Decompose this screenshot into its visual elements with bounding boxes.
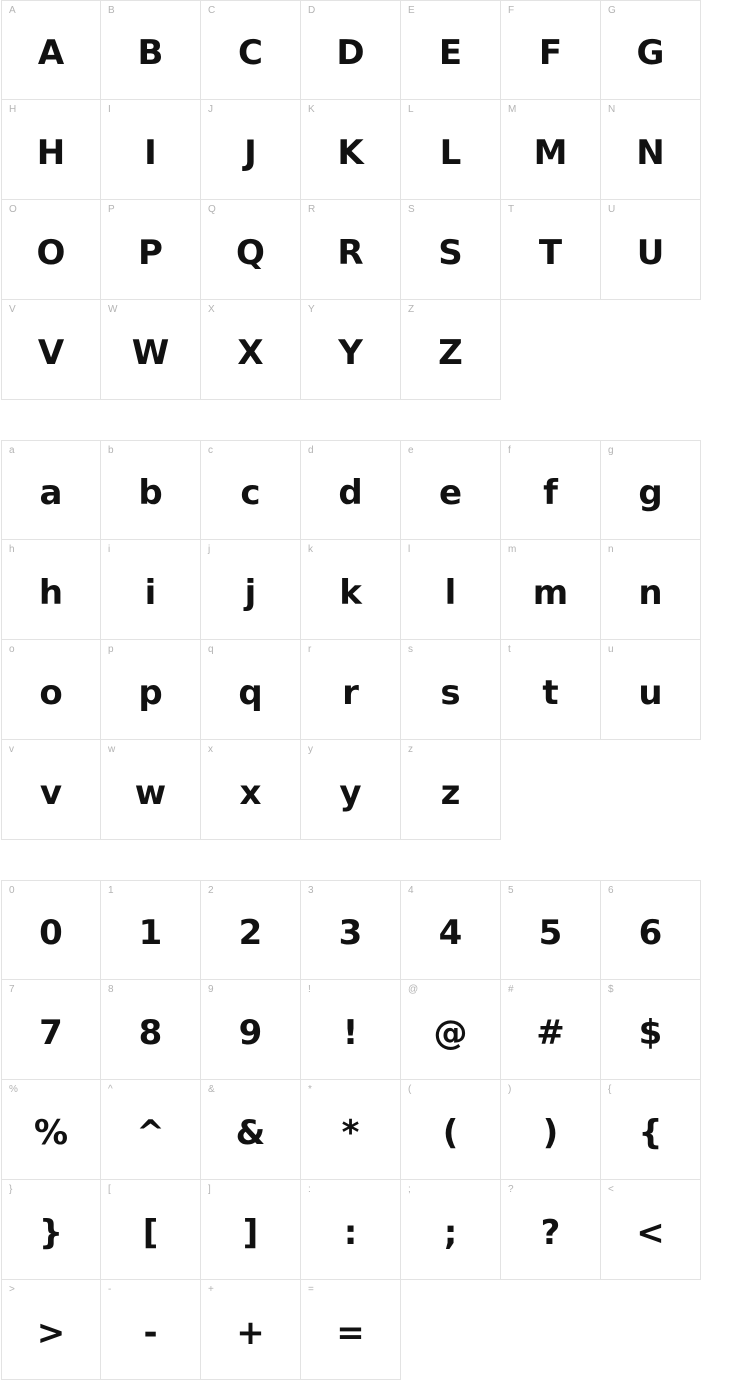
glyph-cell [201,540,301,640]
glyph-cell [1,100,101,200]
glyph-cell-label: % [9,1084,19,1095]
glyph-cell-label: [ [108,1184,111,1195]
glyph-cell [501,100,601,200]
glyph-cell-glyph: = [336,1312,365,1353]
glyph-cell-glyph: 6 [638,913,663,953]
glyph-cell-label: G [608,5,616,16]
glyph-cell-glyph: u [638,672,663,713]
glyph-cell [501,980,601,1080]
glyph-cell [501,640,601,740]
glyph-cell-glyph: y [339,772,362,813]
glyph-cell-label: F [508,5,515,16]
glyph-cell [301,540,401,640]
glyph-cell-label: O [9,204,17,215]
glyph-cell [301,200,401,300]
glyph-cell-glyph: 4 [438,913,463,953]
glyph-cell [101,0,201,100]
glyph-cell-glyph: @ [433,1012,468,1053]
glyph-block-lowercase [1,440,701,840]
glyph-cell-glyph: D [336,33,365,73]
glyph-cell-glyph: q [238,672,263,713]
glyph-cell-glyph: * [341,1112,360,1153]
glyph-cell-glyph: C [238,33,263,73]
glyph-cell-label: < [608,1184,615,1195]
glyph-cell-label: 3 [308,885,314,896]
glyph-cell-label: Y [308,304,315,315]
glyph-cell-glyph: 3 [338,913,363,953]
glyph-cell-label: C [208,5,216,16]
glyph-cell [101,740,201,840]
glyph-cell-glyph: v [39,772,63,813]
glyph-cell [101,100,201,200]
glyph-cell-glyph: J [244,132,257,173]
glyph-cell-label: ! [308,984,311,995]
glyph-cell [1,200,101,300]
glyph-cell [101,1080,201,1180]
glyph-cell-label: B [108,5,115,16]
glyph-cell-label: : [308,1184,311,1195]
block-spacer [0,840,740,880]
glyph-cell [501,200,601,300]
glyph-cell [601,880,701,980]
glyph-cell-label: S [408,204,415,215]
glyph-cell-glyph: f [543,473,558,513]
block-spacer [0,400,740,440]
glyph-cell-glyph: a [39,473,63,513]
glyph-cell-glyph: < [636,1212,665,1253]
glyph-cell-glyph: ) [542,1112,559,1153]
glyph-cell-label: ? [508,1184,514,1195]
glyph-cell [601,980,701,1080]
glyph-cell-glyph: : [343,1212,358,1253]
glyph-cell-label: @ [408,984,419,995]
glyph-cell [301,1280,401,1380]
glyph-cell [201,1180,301,1280]
glyph-cell [101,440,201,540]
glyph-cell-glyph: I [144,132,157,173]
glyph-cell-glyph: ; [443,1212,458,1253]
glyph-cell [601,0,701,100]
glyph-cell-label: 7 [9,984,15,995]
glyph-cell-label: x [208,744,214,755]
glyph-cell-glyph: g [638,473,663,513]
glyph-block-digits-and-symbols [1,880,701,1380]
glyph-cell [601,1080,701,1180]
glyph-cell [301,740,401,840]
glyph-cell [1,1280,101,1380]
glyph-cell-label: a [9,445,15,456]
glyph-cell-label: 1 [108,885,114,896]
glyph-cell-glyph: K [337,132,364,173]
glyph-cell-label: 6 [608,885,614,896]
glyph-cell-glyph: x [239,772,262,813]
glyph-cell-glyph: s [440,672,461,713]
glyph-cell-glyph: 8 [138,1012,163,1053]
glyph-cell-label: 5 [508,885,514,896]
glyph-cell-glyph: O [36,232,66,273]
glyph-block-uppercase [1,0,701,400]
glyph-cell-glyph: N [636,132,665,173]
glyph-cell [101,640,201,740]
glyph-cell-glyph: i [144,572,157,613]
glyph-cell-label: K [308,104,315,115]
glyph-cell-label: N [608,104,616,115]
glyph-cell [601,100,701,200]
glyph-cell-label: 0 [9,885,15,896]
glyph-cell [101,880,201,980]
glyph-cell-glyph: j [244,572,257,613]
glyph-cell-label: d [308,445,314,456]
glyph-cell-glyph: M [533,132,568,173]
glyph-cell-glyph: R [337,232,364,273]
glyph-cell [201,100,301,200]
glyph-cell [1,300,101,400]
glyph-cell [501,880,601,980]
glyph-cell-glyph: 0 [39,913,63,953]
glyph-cell [201,200,301,300]
glyph-cell [601,640,701,740]
glyph-cell [401,540,501,640]
glyph-cell-glyph: m [532,572,569,613]
glyph-cell [1,1180,101,1280]
glyph-cell [401,0,501,100]
glyph-cell-glyph: # [536,1012,565,1053]
glyph-cell [401,300,501,400]
glyph-cell-label: & [208,1084,215,1095]
glyph-cell-glyph: b [138,473,163,513]
glyph-cell [1,540,101,640]
glyph-cell-label: - [108,1284,112,1295]
glyph-cell-label: > [9,1284,16,1295]
glyph-cell-glyph: & [235,1112,266,1153]
glyph-cell-glyph: e [438,473,463,513]
glyph-cell [201,980,301,1080]
glyph-cell-glyph: P [138,232,163,273]
glyph-cell [1,980,101,1080]
glyph-cell-glyph: p [138,672,163,713]
glyph-cell [401,880,501,980]
glyph-cell [501,1180,601,1280]
glyph-cell [601,540,701,640]
glyph-cell-label: t [508,644,511,655]
glyph-cell-label: ) [508,1084,512,1095]
glyph-cell-label: # [508,984,514,995]
glyph-cell [401,640,501,740]
glyph-cell [101,300,201,400]
glyph-cell-glyph: L [439,132,462,173]
glyph-cell-label: + [208,1284,215,1295]
glyph-cell-glyph: 9 [238,1012,263,1053]
glyph-cell [401,440,501,540]
glyph-cell-label: T [508,204,515,215]
glyph-cell-glyph: T [538,232,563,273]
glyph-cell-label: o [9,644,15,655]
glyph-cell-glyph: w [134,772,167,813]
glyph-cell [101,1280,201,1380]
glyph-cell-label: w [108,744,116,755]
glyph-cell-glyph: 7 [39,1012,63,1053]
glyph-cell-glyph: z [440,772,461,813]
glyph-cell [101,200,201,300]
glyph-cell [1,880,101,980]
glyph-cell-glyph: ! [342,1012,359,1053]
glyph-cell-glyph: Y [338,332,363,373]
glyph-cell [301,1180,401,1280]
glyph-cell-glyph: ( [442,1112,459,1153]
glyph-cell [601,200,701,300]
glyph-cell [201,1280,301,1380]
glyph-cell [301,640,401,740]
glyph-cell-glyph: h [38,572,64,613]
glyph-cell [101,980,201,1080]
glyph-cell-glyph: F [538,33,563,73]
glyph-cell-label: v [9,744,15,755]
glyph-cell-glyph: % [33,1112,69,1153]
glyph-cell-glyph: ^ [136,1112,165,1153]
glyph-cell-label: ] [208,1184,211,1195]
glyph-cell-label: ( [408,1084,412,1095]
glyph-cell [101,1180,201,1280]
glyph-cell [1,0,101,100]
glyph-cell-glyph: d [338,473,363,513]
glyph-cell [201,1080,301,1180]
glyph-cell-label: q [208,644,214,655]
glyph-cell-label: E [408,5,415,16]
glyph-cell-label: s [408,644,414,655]
glyph-cell-label: $ [608,984,614,995]
glyph-cell-label: I [108,104,111,115]
glyph-cell-label: H [9,104,17,115]
glyph-cell-label: } [9,1184,13,1195]
glyph-cell-label: = [308,1284,315,1295]
glyph-cell-glyph: $ [638,1012,663,1053]
glyph-cell-label: Q [208,204,216,215]
glyph-cell [501,1080,601,1180]
glyph-cell-label: p [108,644,114,655]
glyph-cell-label: e [408,445,414,456]
glyph-cell-label: P [108,204,115,215]
glyph-cell-label: { [608,1084,612,1095]
glyph-cell-glyph: o [39,672,63,713]
glyph-cell-glyph: } [38,1212,64,1253]
glyph-cell-glyph: W [131,332,170,373]
glyph-cell [401,1080,501,1180]
glyph-cell-label: k [308,544,314,555]
glyph-cell-glyph: 1 [138,913,163,953]
glyph-cell-label: M [508,104,517,115]
glyph-cell-label: z [408,744,414,755]
glyph-cell-glyph: [ [142,1212,159,1253]
glyph-cell-label: * [308,1084,313,1095]
glyph-cell-glyph: S [438,232,463,273]
glyph-cell [201,300,301,400]
glyph-cell-glyph: n [638,572,663,613]
glyph-cell [301,440,401,540]
glyph-cell [201,0,301,100]
glyph-cell-label: X [208,304,215,315]
glyph-cell-label: i [108,544,111,555]
glyph-cell-glyph: B [137,33,164,73]
glyph-cell-glyph: l [444,572,457,613]
glyph-cell-label: y [308,744,314,755]
glyph-cell [301,100,401,200]
glyph-cell-label: W [108,304,118,315]
glyph-cell-label: m [508,544,517,555]
glyph-cell-label: Z [408,304,415,315]
glyph-cell [401,740,501,840]
glyph-cell [1,1080,101,1180]
glyph-cell [401,100,501,200]
glyph-cell-glyph: ] [242,1212,259,1253]
glyph-cell-label: 2 [208,885,214,896]
glyph-cell-glyph: 5 [538,913,563,953]
glyph-cell [501,540,601,640]
glyph-cell [601,440,701,540]
glyph-cell-label: n [608,544,614,555]
glyph-cell [501,0,601,100]
glyph-cell-label: ^ [108,1084,113,1095]
glyph-cell [201,440,301,540]
glyph-cell-glyph: c [240,473,261,513]
glyph-cell [401,200,501,300]
glyph-cell [201,640,301,740]
glyph-cell [1,740,101,840]
glyph-cell-glyph: ? [540,1212,561,1253]
glyph-cell-label: L [408,104,414,115]
glyph-cell [501,440,601,540]
glyph-cell-glyph: A [37,33,65,73]
glyph-cell [601,1180,701,1280]
glyph-cell-label: V [9,304,16,315]
glyph-cell-glyph: k [339,572,362,613]
glyph-cell-label: b [108,445,114,456]
glyph-cell-glyph: + [236,1312,265,1353]
glyph-cell-label: r [308,644,312,655]
glyph-cell-label: j [208,544,211,555]
glyph-cell [201,740,301,840]
glyph-cell-glyph: U [636,232,665,273]
glyph-cell-label: 9 [208,984,214,995]
glyph-cell-glyph: r [342,672,359,713]
glyph-cell-glyph: Q [236,232,265,273]
glyph-cell-label: A [9,5,16,16]
glyph-cell-glyph: 2 [238,913,263,953]
glyph-cell-label: D [308,5,316,16]
glyph-cell [401,1180,501,1280]
glyph-cell-label: 4 [408,885,414,896]
glyph-cell-glyph: { [638,1112,663,1153]
glyph-cell-label: u [608,644,614,655]
glyph-cell [101,540,201,640]
glyph-cell-glyph: E [438,33,463,73]
glyph-cell [301,880,401,980]
glyph-cell-label: h [9,544,15,555]
glyph-cell-label: U [608,204,616,215]
glyph-cell-glyph: Z [438,332,463,373]
glyph-cell-label: f [508,445,511,456]
glyph-cell [201,880,301,980]
glyph-cell [1,440,101,540]
glyph-cell-label: ; [408,1184,411,1195]
glyph-cell-label: g [608,445,614,456]
glyph-cell [401,980,501,1080]
glyph-cell-label: l [408,544,411,555]
glyph-cell-label: J [208,104,214,115]
glyph-cell-glyph: X [237,332,264,373]
glyph-cell-glyph: - [143,1312,158,1353]
glyph-cell [301,0,401,100]
glyph-cell-label: c [208,445,214,456]
glyph-cell-label: R [308,204,316,215]
glyph-cell-glyph: > [36,1312,66,1353]
glyph-cell-glyph: t [542,672,559,713]
glyph-cell-glyph: G [636,33,665,73]
glyph-cell-glyph: V [37,332,65,373]
glyph-cell [301,1080,401,1180]
glyph-cell-glyph: H [36,132,66,173]
glyph-cell [301,300,401,400]
glyph-cell [301,980,401,1080]
glyph-cell-label: 8 [108,984,114,995]
glyph-cell [1,640,101,740]
